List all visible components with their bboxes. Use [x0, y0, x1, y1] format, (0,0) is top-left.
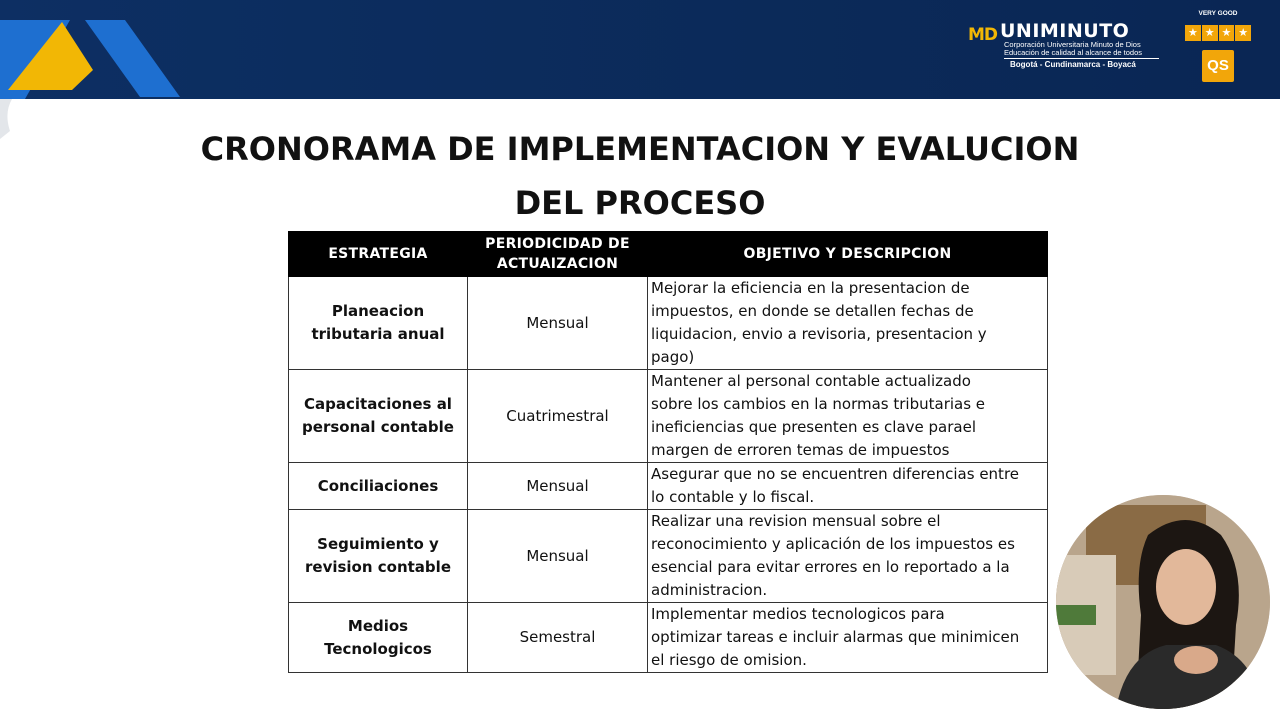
description-cell — [648, 603, 1048, 673]
description-line: Asegurar que no se encuentren diferencias entre — [651, 465, 1020, 483]
header-periodicity-line1: PERIODICIDAD DE — [485, 236, 630, 252]
description-line: el riesgo de omision. — [651, 651, 807, 669]
qs-badge: QS — [1202, 50, 1234, 82]
description-line: Mejorar la eficiencia en la presentacion de — [651, 279, 970, 297]
description-cell — [648, 510, 1048, 603]
star-icon: ★ — [1219, 25, 1235, 41]
table-row — [289, 603, 1048, 673]
strategy-line: Seguimiento y — [317, 535, 439, 553]
description-cell — [648, 463, 1048, 510]
strategy-line: Tecnologicos — [324, 639, 432, 658]
description-line: Implementar medios tecnologicos para — [651, 605, 945, 623]
slide-edge-decoration-icon — [0, 99, 30, 139]
description-cell — [648, 277, 1048, 370]
description-line: Realizar una revision mensual sobre el — [651, 512, 941, 530]
qs-rating — [1183, 10, 1253, 86]
logo-mark: MD — [968, 25, 998, 45]
presenter-webcam — [1056, 495, 1270, 709]
strategy-line: revision contable — [305, 558, 451, 576]
strategy-line: Planeacion — [331, 302, 425, 320]
star-icon: ★ — [1185, 25, 1201, 41]
description-line: pago) — [651, 348, 695, 366]
strategy-line: Capacitaciones al — [304, 395, 452, 413]
qs-stars — [1185, 25, 1251, 41]
strategy-line: tributaria anual — [311, 325, 445, 343]
description-cell — [648, 370, 1048, 463]
strategy-line: Medios — [347, 616, 409, 635]
logo-divider — [1004, 58, 1159, 59]
star-icon: ★ — [1202, 25, 1218, 41]
description-line: administracion. — [651, 581, 768, 599]
header-decoration-icon — [0, 0, 200, 99]
slide-title-line2: DEL PROCESO — [514, 184, 766, 222]
uniminuto-logo — [968, 16, 1163, 76]
table-row — [289, 370, 1048, 463]
header-strategy: ESTRATEGIA — [289, 232, 468, 277]
logo-subtitle-line1: Corporación Universitaria Minuto de Dios — [1004, 40, 1141, 49]
table-row — [289, 510, 1048, 603]
description-line: Mantener al personal contable actualizado — [651, 372, 971, 390]
header-objective: OBJETIVO Y DESCRIPCION — [648, 232, 1048, 277]
table-row — [289, 463, 1048, 510]
strategy-cell — [289, 510, 468, 603]
periodicity-cell: Mensual — [468, 277, 648, 370]
strategy-line: Conciliaciones — [317, 476, 439, 495]
periodicity-cell: Cuatrimestral — [468, 370, 648, 463]
strategy-cell — [289, 370, 468, 463]
slide-title-line1: CRONORAMA DE IMPLEMENTACION Y EVALUCION — [200, 130, 1080, 168]
logo-name: UNIMINUTO — [1000, 20, 1130, 42]
periodicity-cell: Mensual — [468, 510, 648, 603]
slide-title — [190, 122, 1090, 230]
logo-subtitle — [1004, 41, 1164, 57]
strategy-line: personal contable — [302, 418, 454, 436]
description-line: ineficiencias que presenten es clave parael — [651, 418, 976, 436]
header-periodicity — [468, 232, 648, 277]
strategy-cell — [289, 603, 468, 673]
implementation-schedule-table — [288, 231, 1048, 673]
description-line: esencial para evitar errores en lo reportado a la — [651, 558, 1010, 576]
logo-subtitle-line2: Educación de calidad al alcance de todos — [1004, 48, 1143, 57]
table-row — [289, 277, 1048, 370]
description-line: lo contable y lo fiscal. — [651, 488, 815, 506]
header-periodicity-line2: ACTUAIZACION — [496, 256, 619, 272]
logo-region: Bogotá - Cundinamarca - Boyacá — [1010, 60, 1136, 69]
star-icon: ★ — [1235, 25, 1251, 41]
presenter-webcam-icon — [1056, 495, 1270, 709]
description-line: reconocimiento y aplicación de los impuestos es — [651, 535, 1015, 553]
description-line: liquidacion, envio a revisoria, presentacion y — [651, 325, 987, 343]
description-line: optimizar tareas e incluir alarmas que minimicen — [651, 628, 1020, 646]
strategy-cell — [289, 463, 468, 510]
description-line: impuestos, en donde se detallen fechas de — [651, 302, 974, 320]
strategy-cell — [289, 277, 468, 370]
periodicity-cell: Mensual — [468, 463, 648, 510]
periodicity-cell: Semestral — [468, 603, 648, 673]
table-header-row — [289, 232, 1048, 277]
qs-rating-label: VERY GOOD — [1198, 10, 1238, 17]
description-line: margen de erroren temas de impuestos — [651, 441, 950, 459]
header-banner — [0, 0, 1280, 99]
description-line: sobre los cambios en la normas tributarias e — [651, 395, 986, 413]
